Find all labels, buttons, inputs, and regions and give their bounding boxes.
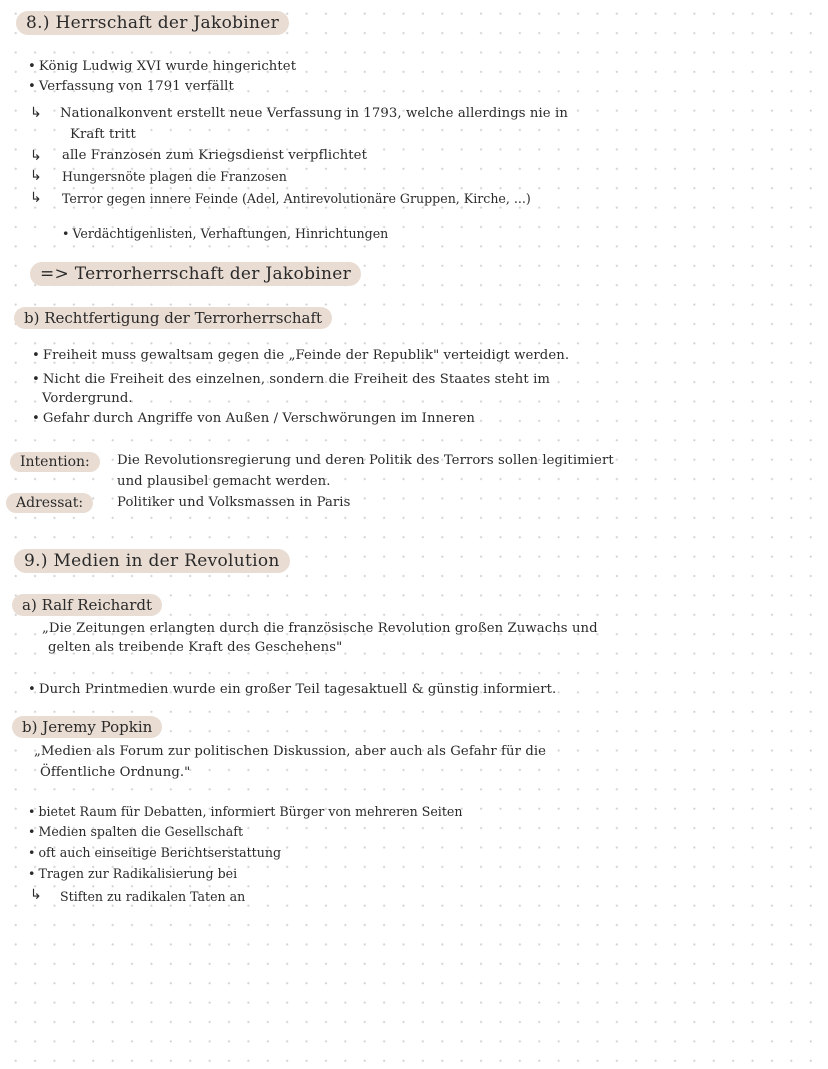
bullet-ludwig: • König Ludwig XVI wurde hingerichtet [28,59,296,74]
adressat-label: Adressat: [6,493,93,513]
quote-reichardt-line1: „Die Zeitungen erlangten durch die französische Revolution großen Zuwachs und [42,621,598,636]
section-heading-rechtfertigung: b) Rechtfertigung der Terrorherrschaft [14,307,332,329]
adressat-text: Politiker und Volksmassen in Paris [117,495,351,510]
quote-popkin-line2: Öffentliche Ordnung." [40,765,191,780]
section-heading-jakobiner: 8.) Herrschaft der Jakobiner [16,11,289,35]
arrow-item-terror: Terror gegen innere Feinde (Adel, Antirevolutionäre Gruppen, Kirche, ...) [62,191,531,206]
quote-popkin-line1: „Medien als Forum zur politischen Diskussion, aber auch als Gefahr für die [34,744,547,759]
arrow-item-kriegsdienst: alle Franzosen zum Kriegsdienst verpflichtet [62,148,367,163]
intention-text-line2: und plausibel gemacht werden. [117,474,331,489]
arrow-icon: ↳ [30,190,42,206]
bullet-freiheit-staat: • Nicht die Freiheit des einzelnen, sondern die Freiheit des Staates steht im [32,372,550,387]
intention-label: Intention: [10,452,100,472]
arrow-item-hungersnoete: Hungersnöte plagen die Franzosen [62,169,287,184]
arrow-icon: ↳ [30,148,42,164]
intention-text-line1: Die Revolutionsregierung und deren Politik des Terrors sollen legitimiert [117,453,614,468]
bullet-verfassung: • Verfassung von 1791 verfällt [28,79,234,94]
quote-reichardt-line2: gelten als treibende Kraft des Geschehens" [48,640,343,655]
bullet-spalten: • Medien spalten die Gesellschaft [28,824,243,839]
bullet-gefahr: • Gefahr durch Angriffe von Außen / Verschwörungen im Inneren [32,411,475,426]
sub-bullet-verdaechtigenlisten: • Verdächtigenlisten, Verhaftungen, Hinrichtungen [62,226,388,241]
arrow-icon: ↳ [30,105,42,121]
arrow-icon: ↳ [30,887,42,903]
bullet-vordergrund: Vordergrund. [42,391,133,406]
arrow-item-radikale-taten: Stiften zu radikalen Taten an [60,889,246,904]
bullet-freiheit-gewaltsam: • Freiheit muss gewaltsam gegen die „Feinde der Republik" verteidigt werden. [32,348,569,363]
bullet-einseitig: • oft auch einseitige Berichtserstattung [28,845,281,860]
subheading-popkin: b) Jeremy Popkin [12,716,162,738]
subheading-reichardt: a) Ralf Reichardt [12,594,162,616]
bullet-radikalisierung: • Tragen zur Radikalisierung bei [28,866,237,881]
conclusion-terrorherrschaft: => Terrorherrschaft der Jakobiner [30,262,361,286]
bullet-debatten: • bietet Raum für Debatten, informiert Bürger von mehreren Seiten [28,804,462,819]
arrow-icon: ↳ [30,168,42,184]
arrow-item-continuation: Kraft tritt [70,127,136,142]
arrow-item-nationalkonvent: Nationalkonvent erstellt neue Verfassung in 1793, welche allerdings nie in [60,106,568,121]
bullet-printmedien: • Durch Printmedien wurde ein großer Teil tagesaktuell & günstig informiert. [28,682,556,697]
section-heading-medien: 9.) Medien in der Revolution [14,549,290,573]
